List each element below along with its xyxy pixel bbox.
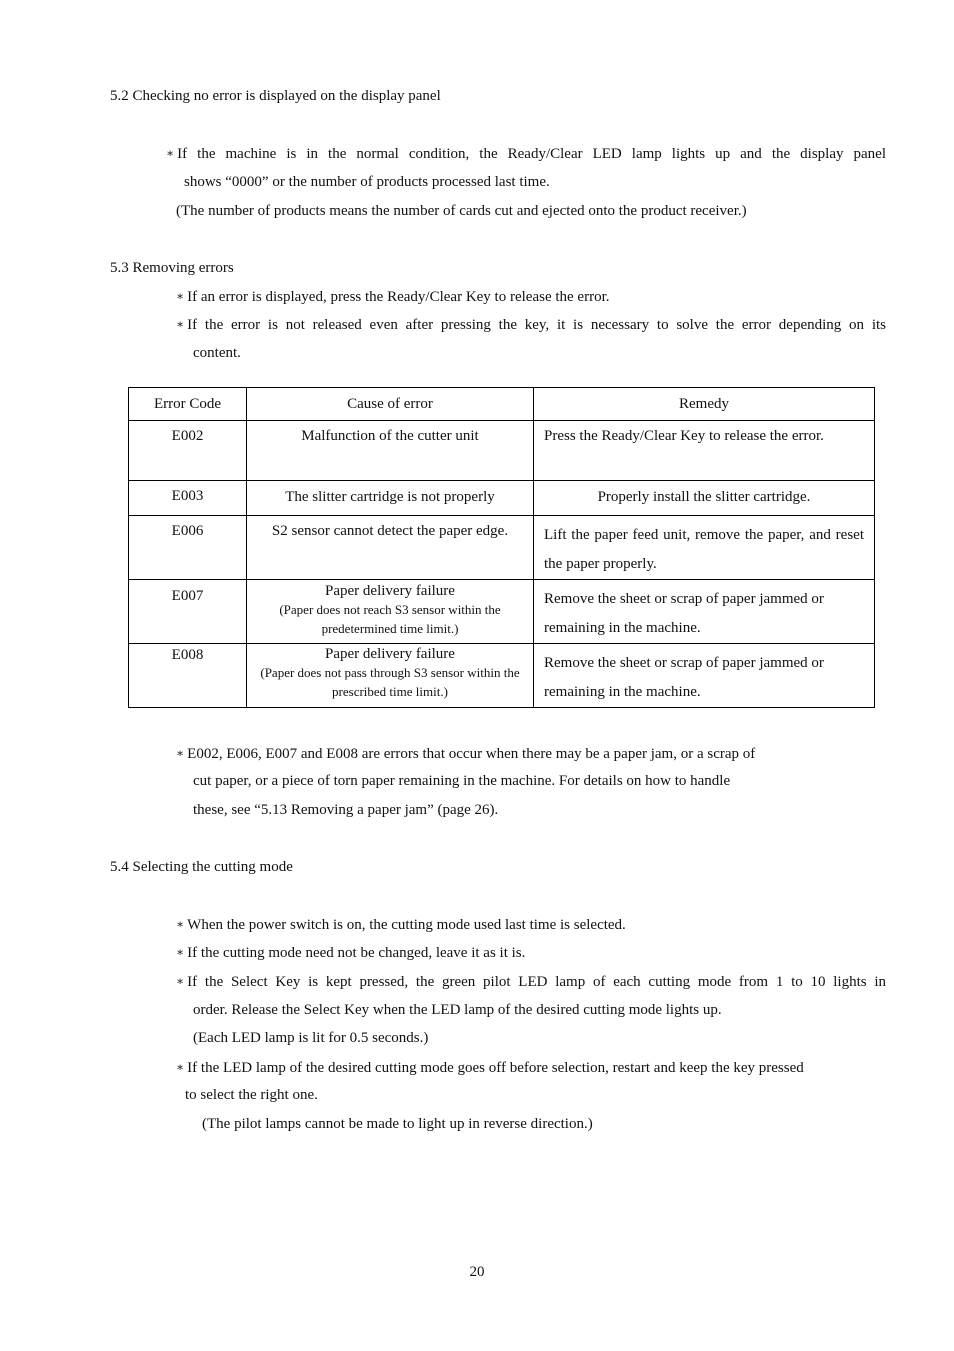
remedy-cell: Remove the sheet or scrap of paper jammed or remaining in the machine. [534, 580, 875, 644]
bullet-5-3-2-line-2: content. [193, 345, 241, 361]
bullet-icon: ∗ [176, 317, 185, 331]
remedy-cell: Remove the sheet or scrap of paper jammed or remaining in the machine. [534, 644, 875, 708]
cause-cell [247, 644, 534, 708]
table-row [129, 580, 875, 644]
after-table-line-1: ∗ E002, E006, E007 and E008 are errors that occur when there may be a paper jam, or a scrap of [176, 746, 756, 762]
bullet-5-4-4-line-1: ∗ If the LED lamp of the desired cutting mode goes off before selection, restart and keep the key pressed [176, 1060, 804, 1076]
bullet-5-2-1-line-2: shows “0000” or the number of products processed last time. [184, 174, 550, 190]
bullet-5-4-4-line-2: to select the right one. [185, 1087, 318, 1103]
page-number: 20 [469, 1264, 485, 1280]
bullet-5-4-2: ∗ If the cutting mode need not be changed, leave it as it is. [176, 945, 526, 961]
table-header-row [129, 388, 875, 421]
error-code-cell: E002 [129, 421, 247, 481]
bullet-5-4-1: ∗ When the power switch is on, the cutting mode used last time is selected. [176, 917, 626, 933]
bullet-5-4-3-line-1: ∗ If the Select Key is kept pressed, the green pilot LED lamp of each cutting mode from 1 to 10 lights in [176, 974, 886, 990]
bullet-icon: ∗ [166, 146, 175, 160]
after-table-line-2: cut paper, or a piece of torn paper remaining in the machine. For details on how to handle [193, 773, 731, 789]
bullet-5-2-1-line-1: ∗ If the machine is in the normal condition, the Ready/Clear LED lamp lights up and the display panel [166, 146, 886, 162]
bullet-5-3-2-line-1: ∗ If the error is not released even after pressing the key, it is necessary to solve the error depending on its [176, 317, 886, 333]
error-code-table [128, 387, 875, 708]
bullet-icon: ∗ [176, 746, 185, 760]
note-5-2: (The number of products means the number of cards cut and ejected onto the product receiver.) [176, 203, 747, 219]
error-code-cell: E008 [129, 644, 247, 708]
cause-title: Paper delivery failure [325, 646, 455, 662]
section-heading-5-4: 5.4 Selecting the cutting mode [110, 859, 293, 875]
table-row [129, 421, 875, 481]
error-code-cell: E006 [129, 516, 247, 580]
cause-cell [247, 580, 534, 644]
cause-detail: (Paper does not reach S3 sensor within the predetermined time limit.) [279, 602, 501, 636]
table-header-error-code: Error Code [129, 388, 247, 421]
cause-cell: Malfunction of the cutter unit [247, 421, 534, 481]
cause-cell: The slitter cartridge is not properly [247, 481, 534, 516]
bullet-icon: ∗ [176, 974, 185, 988]
table-header-remedy: Remedy [534, 388, 875, 421]
table-row [129, 516, 875, 580]
remedy-cell: Press the Ready/Clear Key to release the error. [534, 421, 875, 481]
bullet-5-4-3-line-3: (Each LED lamp is lit for 0.5 seconds.) [193, 1030, 429, 1046]
bullet-5-4-3-line-2: order. Release the Select Key when the LED lamp of the desired cutting mode lights up. [193, 1002, 722, 1018]
section-heading-5-3: 5.3 Removing errors [110, 260, 234, 276]
remedy-cell: Properly install the slitter cartridge. [534, 481, 875, 516]
cause-title: Paper delivery failure [325, 583, 455, 599]
bullet-icon: ∗ [176, 289, 185, 303]
table-row [129, 481, 875, 516]
bullet-icon: ∗ [176, 945, 185, 959]
bullet-icon: ∗ [176, 1060, 185, 1074]
bullet-icon: ∗ [176, 917, 185, 931]
table-row [129, 644, 875, 708]
bullet-5-4-4-note: (The pilot lamps cannot be made to light up in reverse direction.) [202, 1116, 593, 1132]
error-code-cell: E007 [129, 580, 247, 644]
cause-cell: S2 sensor cannot detect the paper edge. [247, 516, 534, 580]
error-code-cell: E003 [129, 481, 247, 516]
section-heading-5-2: 5.2 Checking no error is displayed on the display panel [110, 88, 441, 104]
table-header-cause: Cause of error [247, 388, 534, 421]
remedy-cell: Lift the paper feed unit, remove the paper, and reset the paper properly. [534, 516, 875, 580]
cause-detail: (Paper does not pass through S3 sensor within the prescribed time limit.) [260, 665, 520, 699]
bullet-5-3-1: ∗ If an error is displayed, press the Ready/Clear Key to release the error. [176, 289, 610, 305]
after-table-line-3: these, see “5.13 Removing a paper jam” (page 26). [193, 802, 499, 818]
